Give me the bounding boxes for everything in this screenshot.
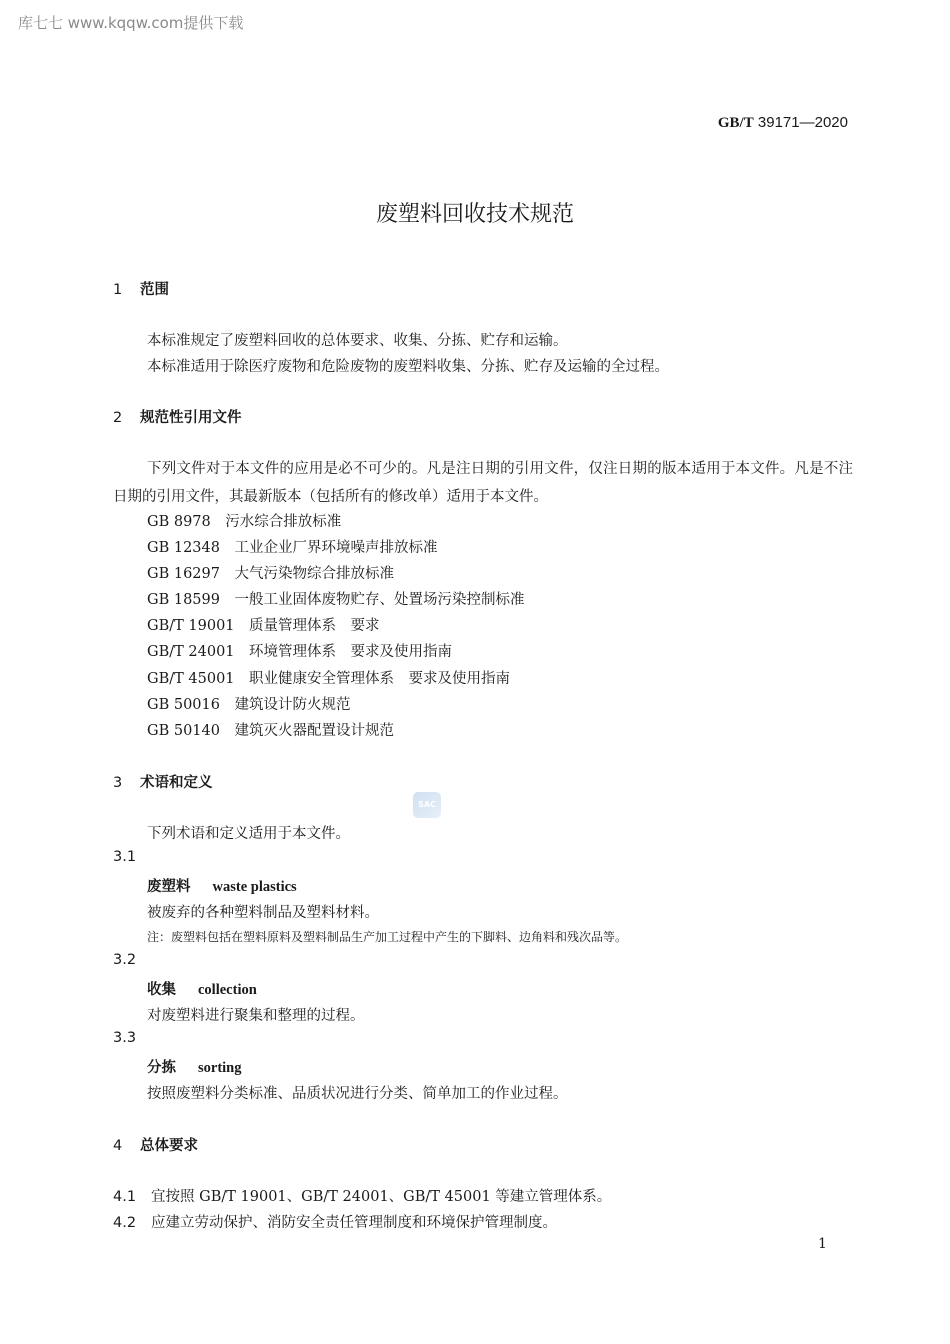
page-number: 1 — [818, 1236, 827, 1252]
reference-code: GB/T 19001 — [147, 618, 235, 634]
terms-intro: 下列术语和定义适用于本文件。 — [147, 826, 350, 842]
section-title: 范围 — [140, 282, 169, 298]
standard-code — [718, 114, 848, 132]
section-number: 2 — [113, 410, 123, 426]
requirement-text: 宜按照 GB/T 19001、GB/T 24001、GB/T 45001 等建立管理体系。 — [151, 1189, 612, 1205]
reference-title: 职业健康安全管理体系 要求及使用指南 — [249, 671, 511, 687]
reference-item — [147, 614, 380, 635]
standard-number: 39171—2020 — [757, 114, 848, 131]
sac-logo: SAC — [413, 792, 441, 818]
standard-prefix: GB/T — [717, 115, 754, 131]
reference-item — [147, 693, 350, 714]
paragraph: 本标准适用于除医疗废物和危险废物的废塑料收集、分拣、贮存及运输的全过程。 — [147, 359, 669, 375]
references-intro: 下列文件对于本文件的应用是必不可少的。凡是注日期的引用文件，仅注日期的版本适用于本文件。凡是不注日期的引用文件，其最新版本（包括所有的修改单）适用于本文件。 — [113, 461, 853, 505]
term-definition: 按照废塑料分类标准、品质状况进行分类、简单加工的作业过程。 — [147, 1086, 568, 1102]
reference-item — [147, 510, 341, 531]
reference-title: 一般工业固体废物贮存、处置场污染控制标准 — [234, 592, 525, 608]
term-en: sorting — [198, 1060, 242, 1076]
reference-title: 建筑设计防火规范 — [234, 697, 351, 713]
term-number: 3.1 — [113, 849, 137, 865]
section-title: 术语和定义 — [140, 775, 213, 791]
term-name — [147, 1056, 242, 1077]
reference-title: 建筑灭火器配置设计规范 — [234, 723, 394, 739]
reference-title: 污水综合排放标准 — [225, 514, 342, 530]
section-1-heading — [113, 278, 169, 299]
requirement-number: 4.2 — [113, 1215, 137, 1231]
reference-code: GB/T 45001 — [147, 671, 235, 687]
section-title: 总体要求 — [140, 1138, 198, 1154]
section-2-heading — [113, 406, 242, 427]
section-number: 1 — [113, 282, 123, 298]
reference-code: GB 50016 — [147, 697, 220, 713]
reference-item — [147, 536, 437, 557]
reference-title: 大气污染物综合排放标准 — [234, 566, 394, 582]
reference-item — [147, 588, 524, 609]
document-title: 废塑料回收技术规范 — [375, 202, 574, 227]
section-4-heading — [113, 1134, 198, 1155]
requirement-item — [113, 1211, 557, 1232]
term-definition: 被废弃的各种塑料制品及塑料材料。 — [147, 905, 379, 921]
section-number: 4 — [113, 1138, 123, 1154]
term-en: collection — [198, 982, 257, 998]
paragraph: 本标准规定了废塑料回收的总体要求、收集、分拣、贮存和运输。 — [147, 333, 568, 349]
section-title: 规范性引用文件 — [140, 410, 242, 426]
reference-code: GB 18599 — [147, 592, 220, 608]
reference-item — [147, 640, 452, 661]
note-text: 废塑料包括在塑料原料及塑料制品生产加工过程中产生的下脚料、边角料和残次品等。 — [171, 930, 628, 944]
reference-title: 环境管理体系 要求及使用指南 — [249, 644, 453, 660]
reference-code: GB 16297 — [147, 566, 220, 582]
term-en: waste plastics — [212, 879, 297, 895]
term-zh: 废塑料 — [147, 879, 191, 895]
term-zh: 收集 — [147, 982, 176, 998]
requirement-number: 4.1 — [113, 1189, 137, 1205]
reference-code: GB 12348 — [147, 540, 220, 556]
term-number: 3.2 — [113, 952, 137, 968]
reference-title: 工业企业厂界环境噪声排放标准 — [234, 540, 438, 556]
reference-item — [147, 719, 394, 740]
note-label: 注： — [147, 930, 172, 944]
section-3-heading — [113, 771, 213, 792]
reference-item — [147, 667, 510, 688]
requirement-item — [113, 1185, 611, 1206]
term-number: 3.3 — [113, 1030, 137, 1046]
reference-code: GB/T 24001 — [147, 644, 235, 660]
reference-item — [147, 562, 394, 583]
term-name — [147, 978, 257, 999]
requirement-text: 应建立劳动保护、消防安全责任管理制度和环境保护管理制度。 — [151, 1215, 557, 1231]
term-definition: 对废塑料进行聚集和整理的过程。 — [147, 1008, 365, 1024]
reference-code: GB 50140 — [147, 723, 220, 739]
reference-title: 质量管理体系 要求 — [249, 618, 380, 634]
term-note — [147, 928, 627, 945]
section-number: 3 — [113, 775, 123, 791]
reference-code: GB 8978 — [147, 514, 211, 530]
watermark-text: 库七七 www.kqqw.com提供下载 — [18, 14, 244, 32]
term-name — [147, 875, 297, 896]
term-zh: 分拣 — [147, 1060, 176, 1076]
